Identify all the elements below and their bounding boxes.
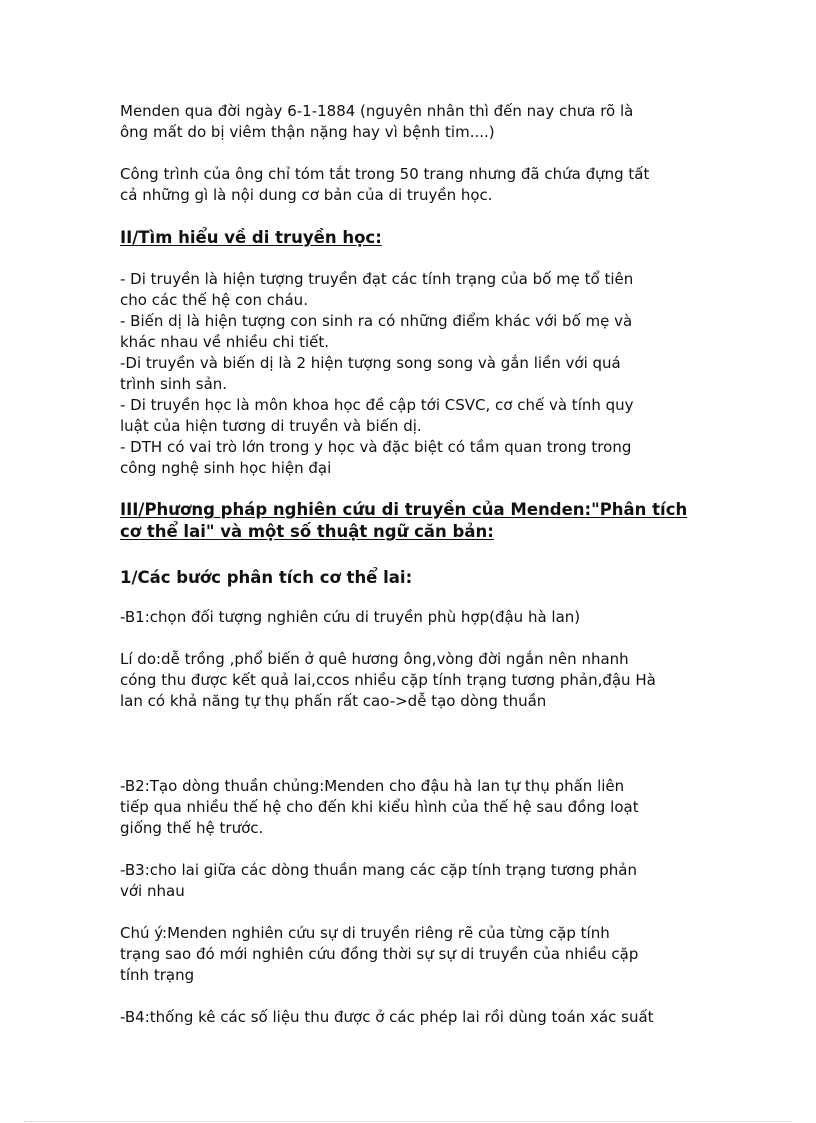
step-b2: -B2:Tạo dòng thuần chủng:Menden cho đậu hà lan tự thụ phấn liên tiếp qua nhiều thế hệ cho đến khi kiểu hình của thế hệ sau đồng loạt giống thế hệ trước.	[120, 777, 639, 837]
subheading-analysis-steps: 1/Các bước phân tích cơ thể lai:	[120, 568, 413, 587]
list-genetics-definitions: - Di truyền là hiện tượng truyền đạt các tính trạng của bố mẹ tổ tiên cho các thế hệ con cháu. - Biến dị là hiện tượng con sinh ra có những điểm khác với bố mẹ và khác nhau về nhiều chi tiết. -Di truyền và biến dị là 2 hiện tượng song song và gắn liền với quá trình sinh sản. - Di truyền học là môn khoa học đề cập tới CSVC, cơ chế và tính quy luật của hiện tương di truyền và biến dị. - DTH có vai trò lớn trong y học và đặc biệt có tầm quan trong trong công nghệ sinh học hiện đại	[120, 270, 634, 477]
paragraph-reason: Lí do:dễ trồng ,phổ biến ở quê hương ông,vòng đời ngắn nên nhanh cóng thu được kết quả lai,ccos nhiều cặp tính trạng tương phản,đậu Hà lan có khả năng tự thụ phấn rất cao->dễ tạo dòng thuần	[120, 650, 656, 710]
heading-section-3: III/Phương pháp nghiên cứu di truyền của Menden:"Phân tích cơ thể lai" và một số thuật ngữ căn bản:	[120, 500, 688, 541]
paragraph-work-summary: Công trình của ông chỉ tóm tắt trong 50 trang nhưng đã chứa đựng tất cả những gì là nội dung cơ bản của di truyền học.	[120, 165, 650, 204]
paragraph-note: Chú ý:Menden nghiên cứu sự di truyền riêng rẽ của từng cặp tính trạng sao đó mới nghiên cứu đồng thời sự sự di truyền của nhiều cặp tính trạng	[120, 924, 639, 984]
paragraph-death: Menden qua đời ngày 6-1-1884 (nguyên nhân thì đến nay chưa rõ là ông mất do bị viêm thận nặng hay vì bệnh tim....)	[120, 102, 634, 141]
heading-section-2: II/Tìm hiểu về di truyền học:	[120, 228, 382, 247]
step-b3: -B3:cho lai giữa các dòng thuần mang các cặp tính trạng tương phản với nhau	[120, 861, 637, 900]
step-b4: -B4:thống kê các số liệu thu được ở các phép lai rồi dùng toán xác suất	[120, 1008, 654, 1026]
document-page	[120, 101, 710, 1028]
page-bottom-border	[24, 1121, 792, 1122]
step-b1: -B1:chọn đối tượng nghiên cứu di truyền phù hợp(đậu hà lan)	[120, 608, 581, 626]
